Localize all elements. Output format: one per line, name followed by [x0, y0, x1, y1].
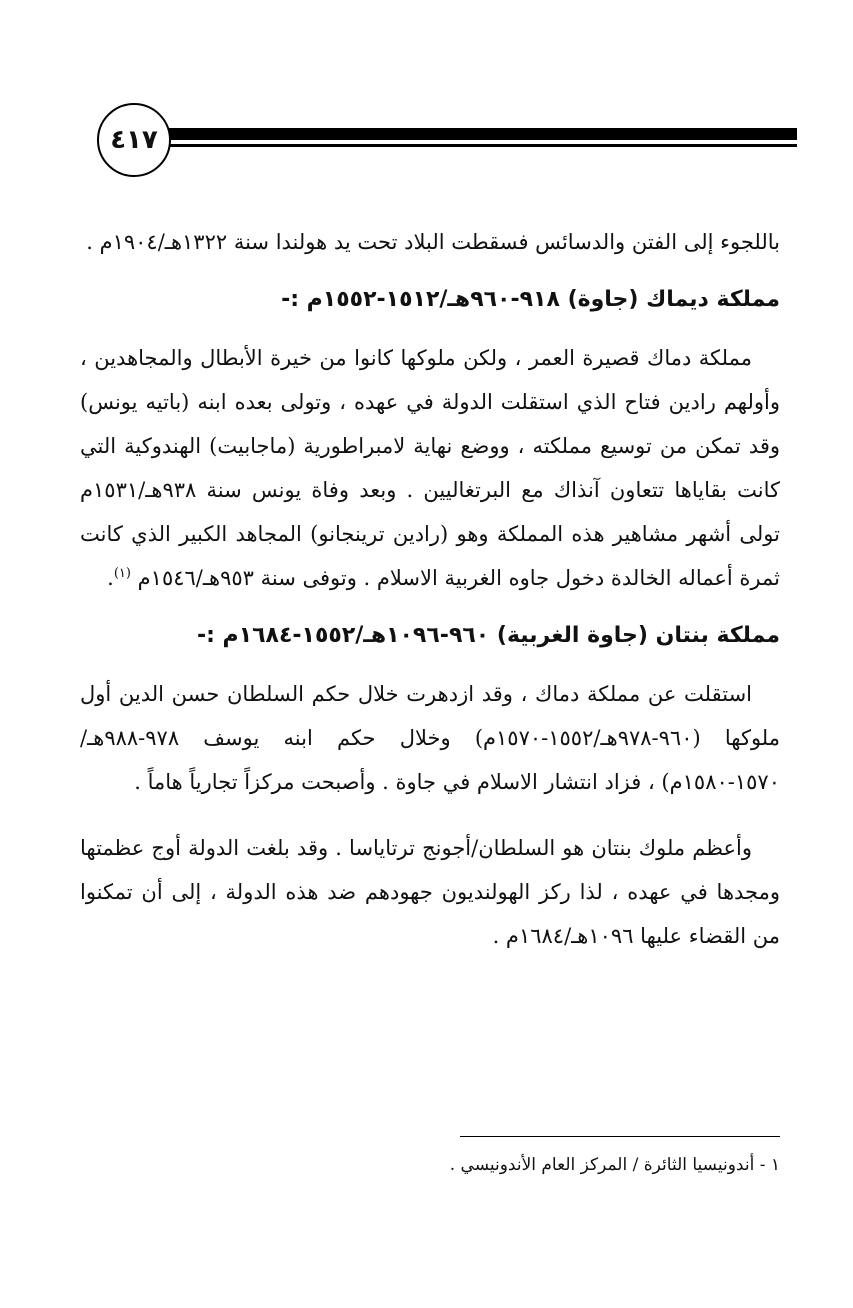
footnote-1: ١ - أندونيسيا الثائرة / المركز العام الأندونيسي .: [449, 1155, 780, 1175]
page-header-rule: [100, 128, 797, 152]
paragraph-demak-text: مملكة دماك قصيرة العمر ، ولكن ملوكها كانوا من خيرة الأبطال والمجاهدين ، وأولهم رادين فتاح الذي استقلت الدولة في عهده ، وتولى بعده ابنه (باتيه يونس) وقد تمكن من توسيع مملكته ، ووضع نهاية لامبراطورية (ماجابيت) الهندوكية التي كانت بقاياها تتعاون آنذاك مع البرتغاليين . وبعد وفاة يونس سنة ٩٣٨هـ/١٥٣١م تولى أشهر مشاهير هذه المملكة وهو (رادين ترينجانو) المجاهد الكبير الذي كانت ثمرة أعماله الخالدة دخول جاوه الغربية الاسلام . وتوفى سنة ٩٥٣هـ/١٥٤٦م: [80, 346, 780, 590]
header-thick-rule: [100, 128, 797, 140]
footnote-reference: (١): [113, 566, 131, 581]
paragraph-bantan-2: وأعظم ملوك بنتان هو السلطان/أجونج ترتاياسا . وقد بلغت الدولة أوج عظمتها ومجدها في عهده ، لذا ركز الهولنديون جهودهم ضد هذه الدولة ، إلى أن تمكنوا من القضاء عليها ١٠٩٦هـ/١٦٨٤م .: [80, 836, 780, 948]
paragraph-gap: [80, 804, 780, 826]
page-body: [80, 220, 780, 958]
paragraph-demak-end: .: [107, 566, 114, 590]
section-heading-bantan: مملكة بنتان (جاوة الغربية) ٩٦٠-١٠٩٦هـ/١٥٥٢-١٦٨٤م :-: [196, 623, 780, 648]
section-heading-demak: مملكة ديماك (جاوة) ٩١٨-٩٦٠هـ/١٥١٢-١٥٥٢م :-: [281, 287, 780, 312]
page-number-badge: [97, 103, 171, 177]
header-thin-rule: [100, 144, 797, 147]
footnote-divider: [460, 1136, 780, 1137]
page-number: ٤١٧: [110, 125, 158, 155]
paragraph-demak: [80, 336, 780, 600]
intro-paragraph: باللجوء إلى الفتن والدسائس فسقطت البلاد تحت يد هولندا سنة ١٣٢٢هـ/١٩٠٤م .: [86, 230, 780, 254]
paragraph-bantan-1: استقلت عن مملكة دماك ، وقد ازدهرت خلال حكم السلطان حسن الدين أول ملوكها (٩٦٠-٩٧٨هـ/١٥٥٢-١٥٧٠م) وخلال حكم ابنه يوسف ٩٧٨-٩٨٨هـ/١٥٧٠-١٥٨٠م) ، فزاد انتشار الاسلام في جاوة . وأصبحت مركزاً تجارياً هاماً .: [80, 682, 780, 794]
